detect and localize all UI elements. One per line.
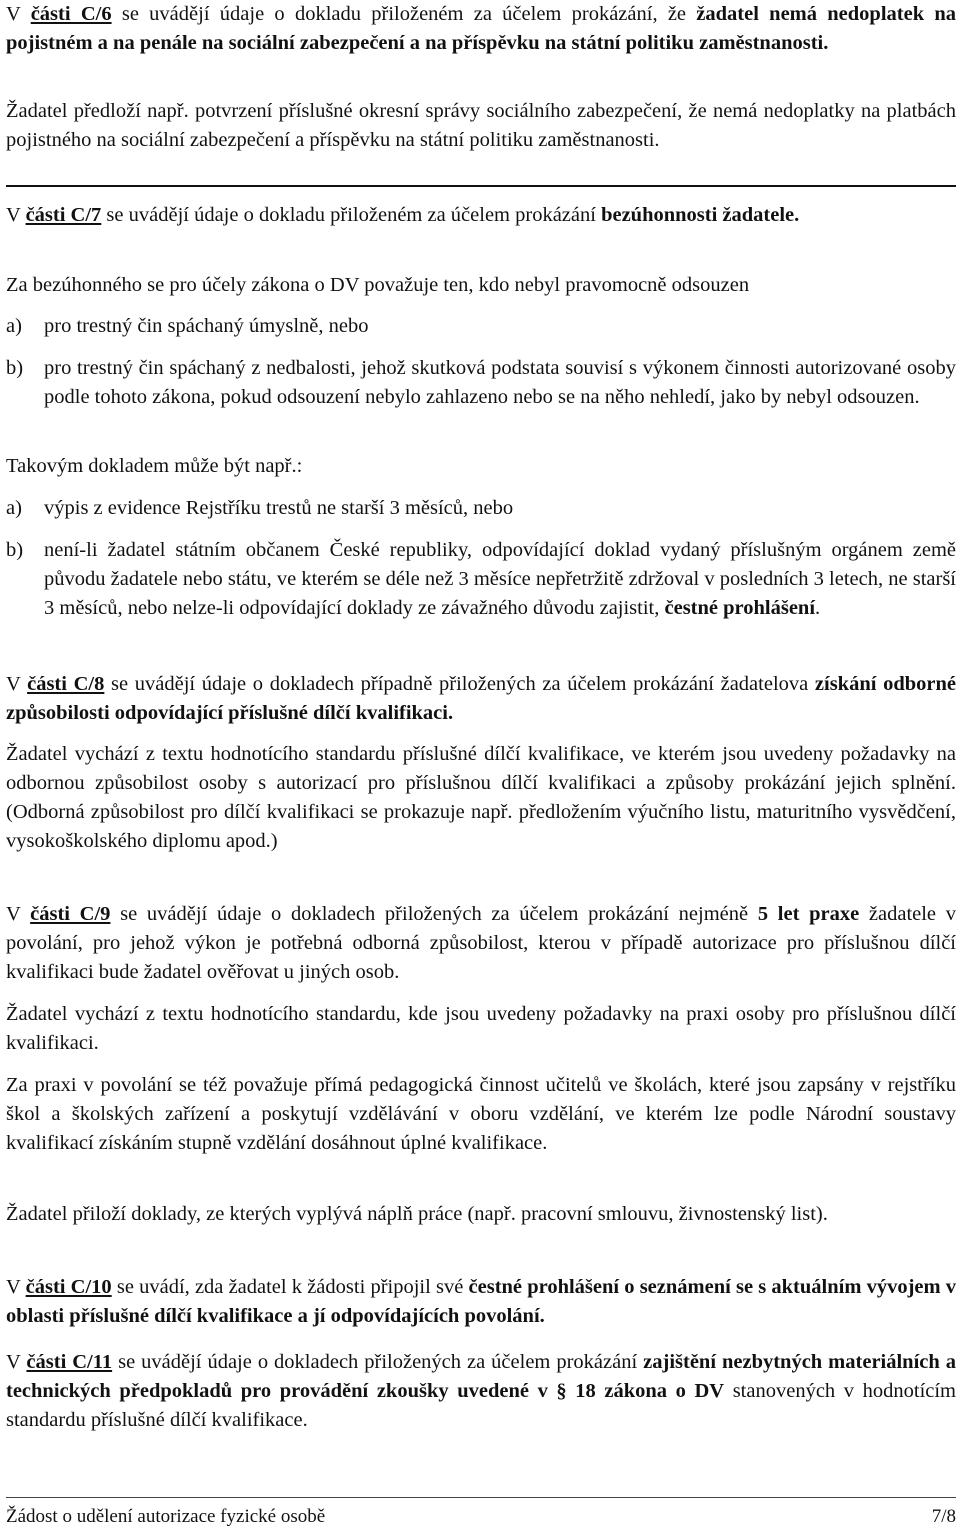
section-c8-heading: V části C/8 se uvádějí údaje o dokladech případně přiložených za účelem prokázání žadatelova získání odborné způsobilosti odpovídající příslušné dílčí kvalifikaci. [6, 673, 956, 724]
list-item [6, 312, 956, 341]
section-c8-ref: části C/8 [27, 673, 105, 695]
section-c6-bold: žadatel nemá nedoplatek na pojistném a na penále na sociální zabezpečení a na příspěvku na státní politiku zaměstnanosti. [6, 3, 957, 54]
section-c7-doc-intro: Takovým dokladem může být např.: [6, 455, 303, 477]
list-item-text: pro trestný čin spáchaný úmyslně, nebo [44, 315, 369, 337]
page-number: 7/8 [931, 1506, 956, 1527]
section-divider [6, 185, 956, 187]
section-c7-ref: části C/7 [25, 204, 102, 226]
section-c9-bold: 5 let praxe [757, 903, 860, 925]
list-item-label: a) [6, 497, 22, 519]
list-item-label: b) [6, 539, 24, 561]
list-item-text: výpis z evidence Rejstříku trestů ne starší 3 měsíců, nebo [44, 497, 514, 519]
list-item [6, 536, 956, 623]
section-c10-heading: V části C/10 se uvádí, zda žadatel k žádosti připojil své čestné prohlášení o seznámení se s aktuálním vývojem v oblasti příslušné dílčí kvalifikace a jí odpovídajících povolání. [6, 1276, 957, 1327]
list-item-text: pro trestný čin spáchaný z nedbalosti, jehož skutková podstata souvisí s výkonem činnosti autorizované osoby podle tohoto zákona, pokud odsouzení nebylo zahlazeno nebo se na něho nehledí, jako by nebyl odsouzen. [44, 357, 956, 408]
section-c9-p3: Za praxi v povolání se též považuje přímá pedagogická činnost učitelů ve školách, které jsou zapsány v rejstříku škol a školských zařízení a poskytují vzdělávání v oboru vzdělání, ve kterém lze podle Národní soustavy kvalifikací získáním stupně vzdělání dosáhnout úplné kvalifikace. [6, 1074, 956, 1154]
section-c10-ref: části C/10 [25, 1276, 112, 1298]
footer-title: Žádost o udělení autorizace fyzické osobě [6, 1506, 326, 1527]
section-c11-heading: V části C/11 se uvádějí údaje o dokladech přiložených za účelem prokázání zajištění nezbytných materiálních a technických předpokladů pro provádění zkoušky uvedené v § 18 zákona o DV stanovených v hodnotícím standardu příslušné dílčí kvalifikace. [6, 1351, 957, 1431]
section-c7-heading: V části C/7 se uvádějí údaje o dokladu přiloženém za účelem prokázání bezúhonnosti žadatele. [6, 204, 800, 226]
section-c7-intro: Za bezúhonného se pro účely zákona o DV považuje ten, kdo nebyl pravomocně odsouzen [6, 274, 750, 296]
list-item-text: není-li žadatel státním občanem České republiky, odpovídající doklad vydaný příslušným orgánem země původu žadatele nebo státu, ve kterém se déle než 3 měsíce nepřetržitě zdržoval v posledních 3 letech, ne starší 3 měsíců, nebo nelze-li odpovídající doklady ze závažného důvodu zajistit, čestné prohlášení. [44, 539, 956, 619]
footer-divider [6, 1497, 956, 1498]
solemn-declaration-bold: čestné prohlášení [664, 597, 816, 619]
section-c10-bold: čestné prohlášení o seznámení se s aktuálním vývojem v oblasti příslušné dílčí kvalifikace a jí odpovídajících povolání. [6, 1276, 957, 1327]
section-c9-heading: V části C/9 se uvádějí údaje o dokladech přiložených za účelem prokázání nejméně 5 let praxe žadatele v povolání, pro jehož výkon je potřebná odborná způsobilost, kterou v případě autorizace pro příslušnou dílčí kvalifikaci bude žadatel ověřovat u jiných osob. [6, 903, 956, 983]
section-c6-ref: části C/6 [30, 3, 112, 25]
section-c11-bold: zajištění nezbytných materiálních a technických předpokladů pro provádění zkoušky uvedené v § 18 zákona o DV [6, 1351, 957, 1402]
section-c8-bold: získání odborné způsobilosti odpovídající příslušné dílčí kvalifikaci. [6, 673, 956, 724]
section-c11-ref: části C/11 [26, 1351, 113, 1373]
section-c6-text: Žadatel předloží např. potvrzení příslušné okresní správy sociálního zabezpečení, že nemá nedoplatky na platbách pojistného na sociální zabezpečení a příspěvku na státní politiku zaměstnanosti. [6, 100, 956, 151]
section-c8-text: Žadatel vychází z textu hodnotícího standardu příslušné dílčí kvalifikace, ve kterém jsou uvedeny požadavky na odbornou způsobilost osoby s autorizací pro příslušnou dílčí kvalifikaci a způsoby prokázání jejich splnění. (Odborná způsobilost pro dílčí kvalifikaci se prokazuje např. předložením výučního listu, maturitního vysvědčení, vysokoškolského diplomu apod.) [6, 743, 956, 852]
list-item [6, 494, 956, 523]
list-item [6, 354, 956, 412]
list-item-label: a) [6, 315, 22, 337]
section-c9-p4: Žadatel přiloží doklady, ze kterých vyplývá náplň práce (např. pracovní smlouvu, živnostenský list). [6, 1203, 828, 1225]
section-c9-ref: části C/9 [30, 903, 111, 925]
list-item-label: b) [6, 357, 24, 379]
section-c7-bold: bezúhonnosti žadatele. [601, 204, 800, 226]
section-c9-p2: Žadatel vychází z textu hodnotícího standardu, kde jsou uvedeny požadavky na praxi osoby pro příslušnou dílčí kvalifikaci. [6, 1003, 956, 1054]
section-c6-heading: V části C/6 se uvádějí údaje o dokladu přiloženém za účelem prokázání, že žadatel nemá nedoplatek na pojistném a na penále na sociální zabezpečení a na příspěvku na státní politiku zaměstnanosti. [6, 3, 957, 54]
